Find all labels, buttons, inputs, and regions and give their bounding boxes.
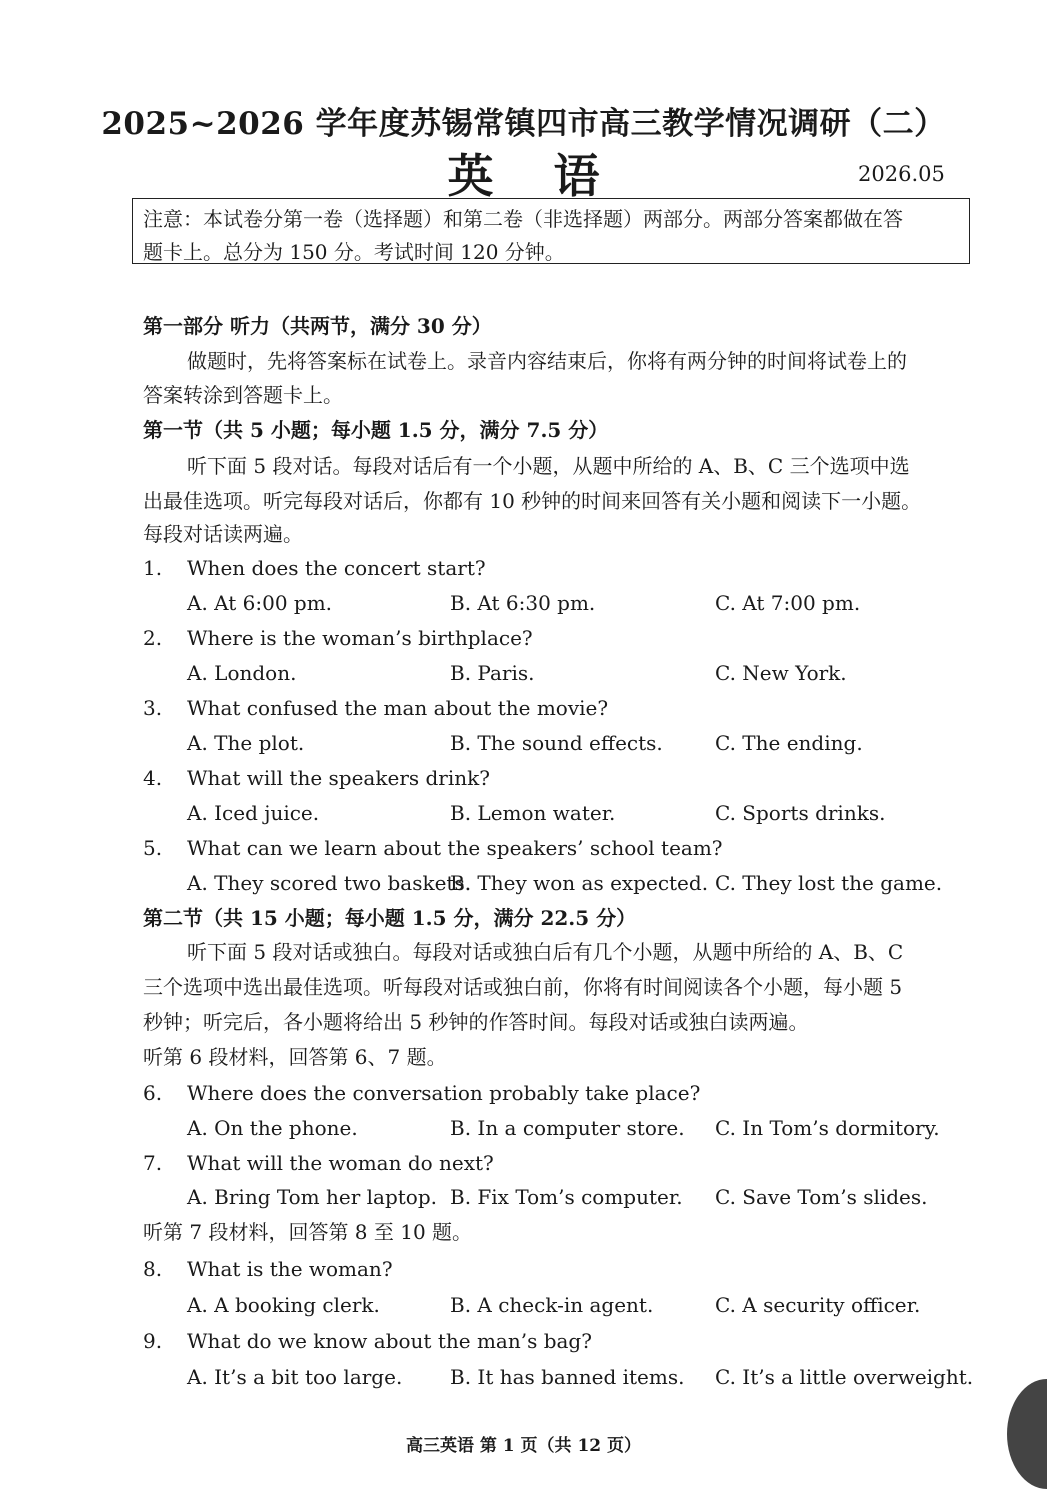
option-b: B. It has banned items. <box>450 1365 685 1389</box>
section2-intro-line-3: 秒钟；听完后，各小题将给出 5 秒钟的作答时间。每段对话或独白读两遍。 <box>143 1010 809 1034</box>
option-b: B. The sound effects. <box>450 731 663 755</box>
subject-title: 英语 <box>447 149 660 203</box>
option-a: A. A booking clerk. <box>187 1293 380 1317</box>
option-b: B. At 6:30 pm. <box>450 591 596 615</box>
option-c: C. The ending. <box>715 731 863 755</box>
option-c: C. At 7:00 pm. <box>715 591 861 615</box>
option-b: B. Fix Tom’s computer. <box>450 1185 683 1209</box>
option-a: A. At 6:00 pm. <box>187 591 333 615</box>
section2-intro-line-2: 三个选项中选出最佳选项。听每段对话或独白前，你将有时间阅读各个小题，每小题 5 <box>143 975 903 999</box>
question-text: What is the woman? <box>187 1257 393 1281</box>
option-a: A. London. <box>187 661 297 685</box>
part1-intro-line-2: 答案转涂到答题卡上。 <box>143 383 343 407</box>
option-a: A. Bring Tom her laptop. <box>187 1185 437 1209</box>
notice-line-1: 注意：本试卷分第一卷（选择题）和第二卷（非选择题）两部分。两部分答案都做在答 <box>143 207 903 231</box>
part1-heading: 第一部分 听力（共两节，满分 30 分） <box>143 314 492 338</box>
option-a: A. They scored two baskets. <box>187 871 472 895</box>
option-a: A. On the phone. <box>187 1116 358 1140</box>
option-c: C. It’s a little overweight. <box>715 1365 974 1389</box>
option-c: C. A security officer. <box>715 1293 921 1317</box>
option-b: B. In a computer store. <box>450 1116 685 1140</box>
material-6-instruction: 听第 6 段材料，回答第 6、7 题。 <box>143 1045 447 1069</box>
question-number: 1. <box>143 556 163 580</box>
part1-intro-line-1: 做题时，先将答案标在试卷上。录音内容结束后，你将有两分钟的时间将试卷上的 <box>187 349 907 373</box>
option-c: C. New York. <box>715 661 847 685</box>
option-b: B. Lemon water. <box>450 801 616 825</box>
option-a: A. Iced juice. <box>187 801 320 825</box>
question-number: 7. <box>143 1151 163 1175</box>
option-c: C. In Tom’s dormitory. <box>715 1116 940 1140</box>
option-c: C. Save Tom’s slides. <box>715 1185 928 1209</box>
notice-line-2: 题卡上。总分为 150 分。考试时间 120 分钟。 <box>143 240 565 264</box>
option-a: A. It’s a bit too large. <box>187 1365 403 1389</box>
option-b: B. A check-in agent. <box>450 1293 654 1317</box>
page-footer: 高三英语 第 1 页（共 12 页） <box>405 1436 642 1456</box>
option-a: A. The plot. <box>187 731 305 755</box>
exam-date: 2026.05 <box>858 162 945 186</box>
section1-intro-line-3: 每段对话读两遍。 <box>143 522 303 546</box>
question-number: 6. <box>143 1081 163 1105</box>
question-number: 2. <box>143 626 163 650</box>
section2-intro-line-1: 听下面 5 段对话或独白。每段对话或独白后有几个小题，从题中所给的 A、B、C <box>187 940 904 964</box>
question-text: What confused the man about the movie? <box>187 696 609 720</box>
question-number: 9. <box>143 1329 163 1353</box>
question-text: Where is the woman’s birthplace? <box>187 626 533 650</box>
material-7-instruction: 听第 7 段材料，回答第 8 至 10 题。 <box>143 1220 473 1244</box>
notice-box <box>132 198 970 264</box>
option-b: B. They won as expected. <box>450 871 709 895</box>
section1-intro-line-2: 出最佳选项。听完每段对话后，你都有 10 秒钟的时间来回答有关小题和阅读下一小题。 <box>143 489 922 513</box>
question-text: Where does the conversation probably take place? <box>187 1081 701 1105</box>
option-b: B. Paris. <box>450 661 535 685</box>
question-number: 5. <box>143 836 163 860</box>
exam-title: 2025~2026 学年度苏锡常镇四市高三教学情况调研（二） <box>101 106 946 142</box>
option-c: C. They lost the game. <box>715 871 943 895</box>
section2-heading: 第二节（共 15 小题；每小题 1.5 分，满分 22.5 分） <box>143 906 637 930</box>
section1-intro-line-1: 听下面 5 段对话。每段对话后有一个小题，从题中所给的 A、B、C 三个选项中选 <box>187 454 910 478</box>
question-text: What will the speakers drink? <box>187 766 490 790</box>
option-c: C. Sports drinks. <box>715 801 886 825</box>
question-number: 3. <box>143 696 163 720</box>
question-number: 4. <box>143 766 163 790</box>
corner-shadow <box>1007 1379 1047 1489</box>
section1-heading: 第一节（共 5 小题；每小题 1.5 分，满分 7.5 分） <box>143 418 609 442</box>
question-number: 8. <box>143 1257 163 1281</box>
question-text: When does the concert start? <box>187 556 486 580</box>
question-text: What can we learn about the speakers’ school team? <box>187 836 723 860</box>
question-text: What do we know about the man’s bag? <box>187 1329 592 1353</box>
question-text: What will the woman do next? <box>187 1151 494 1175</box>
